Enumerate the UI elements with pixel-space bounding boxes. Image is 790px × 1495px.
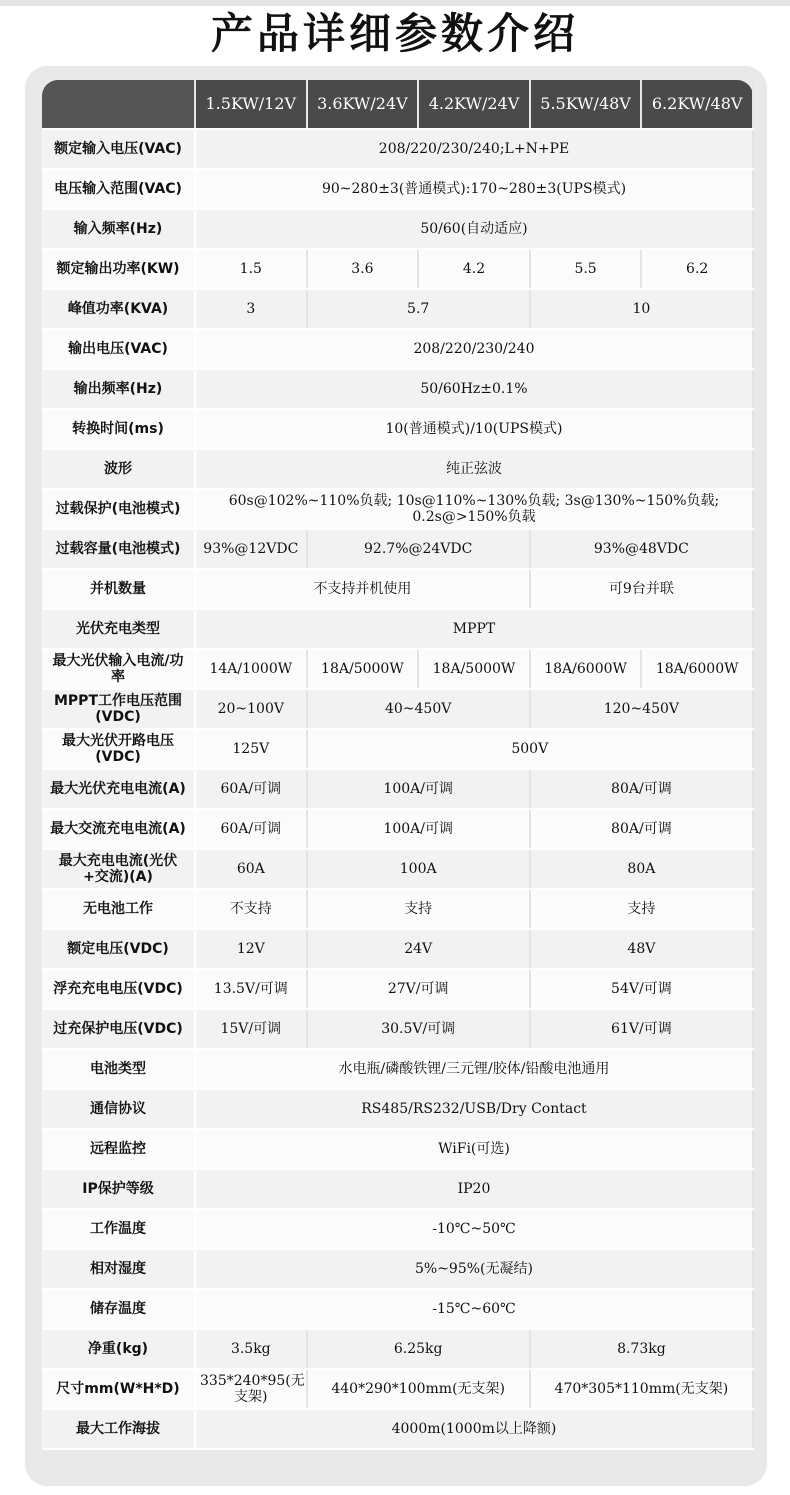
row-value: 5%~95%(无凝结) <box>195 1249 753 1289</box>
table-row <box>42 1329 753 1369</box>
table-row <box>42 529 753 569</box>
table-row <box>42 1369 753 1409</box>
table-row <box>42 449 753 489</box>
row-label: 储存温度 <box>42 1289 195 1329</box>
row-value: 5.7 <box>307 289 530 329</box>
row-value: 48V <box>530 929 753 969</box>
spec-table <box>42 80 754 1450</box>
table-row <box>42 1049 753 1089</box>
table-row <box>42 809 753 849</box>
row-label: 相对湿度 <box>42 1249 195 1289</box>
row-label: 最大光伏输入电流/功率 <box>42 649 195 689</box>
row-label: 输出电压(VAC) <box>42 329 195 369</box>
row-value: 14A/1000W <box>195 649 307 689</box>
row-value: 18A/5000W <box>307 649 419 689</box>
row-value: 60A <box>195 849 307 889</box>
row-label: 远程监控 <box>42 1129 195 1169</box>
row-value: 18A/5000W <box>418 649 530 689</box>
row-value: 93%@12VDC <box>195 529 307 569</box>
table-row <box>42 649 753 689</box>
row-label: 输入频率(Hz) <box>42 209 195 249</box>
row-value: RS485/RS232/USB/Dry Contact <box>195 1089 753 1129</box>
row-value: 208/220/230/240 <box>195 329 753 369</box>
row-label: 最大充电电流(光伏+交流)(A) <box>42 849 195 889</box>
table-row <box>42 689 753 729</box>
table-row <box>42 1209 753 1249</box>
column-header: 6.2KW/48V <box>641 80 753 129</box>
row-label: 工作温度 <box>42 1209 195 1249</box>
spec-table-body <box>42 129 753 1449</box>
row-label: 最大光伏开路电压(VDC) <box>42 729 195 769</box>
row-value: 3.6 <box>307 249 419 289</box>
header-row <box>42 80 753 129</box>
table-row <box>42 1089 753 1129</box>
page-title: 产品详细参数介绍 <box>210 9 579 58</box>
row-label: 最大工作海拔 <box>42 1409 195 1449</box>
row-value: 6.25kg <box>307 1329 530 1369</box>
row-value: 80A/可调 <box>530 769 753 809</box>
row-value: 92.7%@24VDC <box>307 529 530 569</box>
row-value: 40~450V <box>307 689 530 729</box>
table-row <box>42 249 753 289</box>
table-row <box>42 769 753 809</box>
row-value: 90~280±3(普通模式):170~280±3(UPS模式) <box>195 169 753 209</box>
table-row <box>42 209 753 249</box>
row-value: 5.5 <box>530 249 642 289</box>
row-value: 10(普通模式)/10(UPS模式) <box>195 409 753 449</box>
row-value: 1.5 <box>195 249 307 289</box>
table-row <box>42 489 753 529</box>
row-label: 浮充充电电压(VDC) <box>42 969 195 1009</box>
row-label: 最大交流充电电流(A) <box>42 809 195 849</box>
row-label: 输出频率(Hz) <box>42 369 195 409</box>
row-value: 60A/可调 <box>195 769 307 809</box>
row-value: MPPT <box>195 609 753 649</box>
row-value: 10 <box>530 289 753 329</box>
row-value: 208/220/230/240;L+N+PE <box>195 129 753 169</box>
row-value: IP20 <box>195 1169 753 1209</box>
row-value: 100A <box>307 849 530 889</box>
table-row <box>42 329 753 369</box>
table-row <box>42 409 753 449</box>
row-value: 18A/6000W <box>641 649 753 689</box>
row-label: 通信协议 <box>42 1089 195 1129</box>
row-value: 24V <box>307 929 530 969</box>
table-row <box>42 609 753 649</box>
row-value: 4000m(1000m以上降额) <box>195 1409 753 1449</box>
row-label: 光伏充电类型 <box>42 609 195 649</box>
row-value: 支持 <box>307 889 530 929</box>
row-label: MPPT工作电压范围(VDC) <box>42 689 195 729</box>
row-value: 335*240*95(无支架) <box>195 1369 307 1409</box>
row-value: 不支持并机使用 <box>195 569 530 609</box>
table-row <box>42 1249 753 1289</box>
table-row <box>42 729 753 769</box>
row-value: 80A <box>530 849 753 889</box>
row-value: 60A/可调 <box>195 809 307 849</box>
row-value: 60s@102%~110%负载; 10s@110%~130%负载; 3s@130%~150%负载; 0.2s@>150%负载 <box>195 489 753 529</box>
row-label: 电池类型 <box>42 1049 195 1089</box>
column-header: 1.5KW/12V <box>195 80 307 129</box>
row-value: 8.73kg <box>530 1329 753 1369</box>
row-label: 净重(kg) <box>42 1329 195 1369</box>
table-row <box>42 1009 753 1049</box>
row-label: IP保护等级 <box>42 1169 195 1209</box>
row-value: 12V <box>195 929 307 969</box>
row-label: 无电池工作 <box>42 889 195 929</box>
row-value: 可9台并联 <box>530 569 753 609</box>
row-value: 20~100V <box>195 689 307 729</box>
row-label: 峰值功率(KVA) <box>42 289 195 329</box>
row-label: 波形 <box>42 449 195 489</box>
row-value: 支持 <box>530 889 753 929</box>
row-value: 93%@48VDC <box>530 529 753 569</box>
row-value: 50/60(自动适应) <box>195 209 753 249</box>
table-row <box>42 169 753 209</box>
table-row <box>42 889 753 929</box>
row-label: 过载容量(电池模式) <box>42 529 195 569</box>
table-row <box>42 1409 753 1449</box>
table-row <box>42 1169 753 1209</box>
column-header: 4.2KW/24V <box>418 80 530 129</box>
header-corner <box>42 80 195 129</box>
table-row <box>42 849 753 889</box>
table-row <box>42 369 753 409</box>
row-label: 额定输出功率(KW) <box>42 249 195 289</box>
row-label: 并机数量 <box>42 569 195 609</box>
row-value: 100A/可调 <box>307 769 530 809</box>
row-value: 27V/可调 <box>307 969 530 1009</box>
row-label: 额定电压(VDC) <box>42 929 195 969</box>
table-row <box>42 1129 753 1169</box>
row-value: 80A/可调 <box>530 809 753 849</box>
column-header: 5.5KW/48V <box>530 80 642 129</box>
table-row <box>42 289 753 329</box>
row-value: 3 <box>195 289 307 329</box>
row-value: 6.2 <box>641 249 753 289</box>
row-value: 纯正弦波 <box>195 449 753 489</box>
row-label: 转换时间(ms) <box>42 409 195 449</box>
row-value: 100A/可调 <box>307 809 530 849</box>
row-label: 尺寸mm(W*H*D) <box>42 1369 195 1409</box>
row-label: 电压输入范围(VAC) <box>42 169 195 209</box>
row-value: WiFi(可选) <box>195 1129 753 1169</box>
row-value: 120~450V <box>530 689 753 729</box>
row-value: 470*305*110mm(无支架) <box>530 1369 753 1409</box>
row-value: 50/60Hz±0.1% <box>195 369 753 409</box>
row-value: -15℃~60℃ <box>195 1289 753 1329</box>
row-label: 额定输入电压(VAC) <box>42 129 195 169</box>
table-row <box>42 929 753 969</box>
row-label: 过充保护电压(VDC) <box>42 1009 195 1049</box>
row-value: 3.5kg <box>195 1329 307 1369</box>
column-header: 3.6KW/24V <box>307 80 419 129</box>
row-value: 18A/6000W <box>530 649 642 689</box>
row-value: 125V <box>195 729 307 769</box>
table-row <box>42 1289 753 1329</box>
row-value: 13.5V/可调 <box>195 969 307 1009</box>
row-value: 30.5V/可调 <box>307 1009 530 1049</box>
row-label: 过载保护(电池模式) <box>42 489 195 529</box>
row-value: 440*290*100mm(无支架) <box>307 1369 530 1409</box>
row-value: 54V/可调 <box>530 969 753 1009</box>
table-row <box>42 969 753 1009</box>
table-row <box>42 129 753 169</box>
table-row <box>42 569 753 609</box>
row-value: 500V <box>307 729 753 769</box>
row-label: 最大光伏充电电流(A) <box>42 769 195 809</box>
row-value: 水电瓶/磷酸铁锂/三元锂/胶体/铅酸电池通用 <box>195 1049 753 1089</box>
row-value: 不支持 <box>195 889 307 929</box>
row-value: 15V/可调 <box>195 1009 307 1049</box>
row-value: -10℃~50℃ <box>195 1209 753 1249</box>
row-value: 4.2 <box>418 249 530 289</box>
row-value: 61V/可调 <box>530 1009 753 1049</box>
